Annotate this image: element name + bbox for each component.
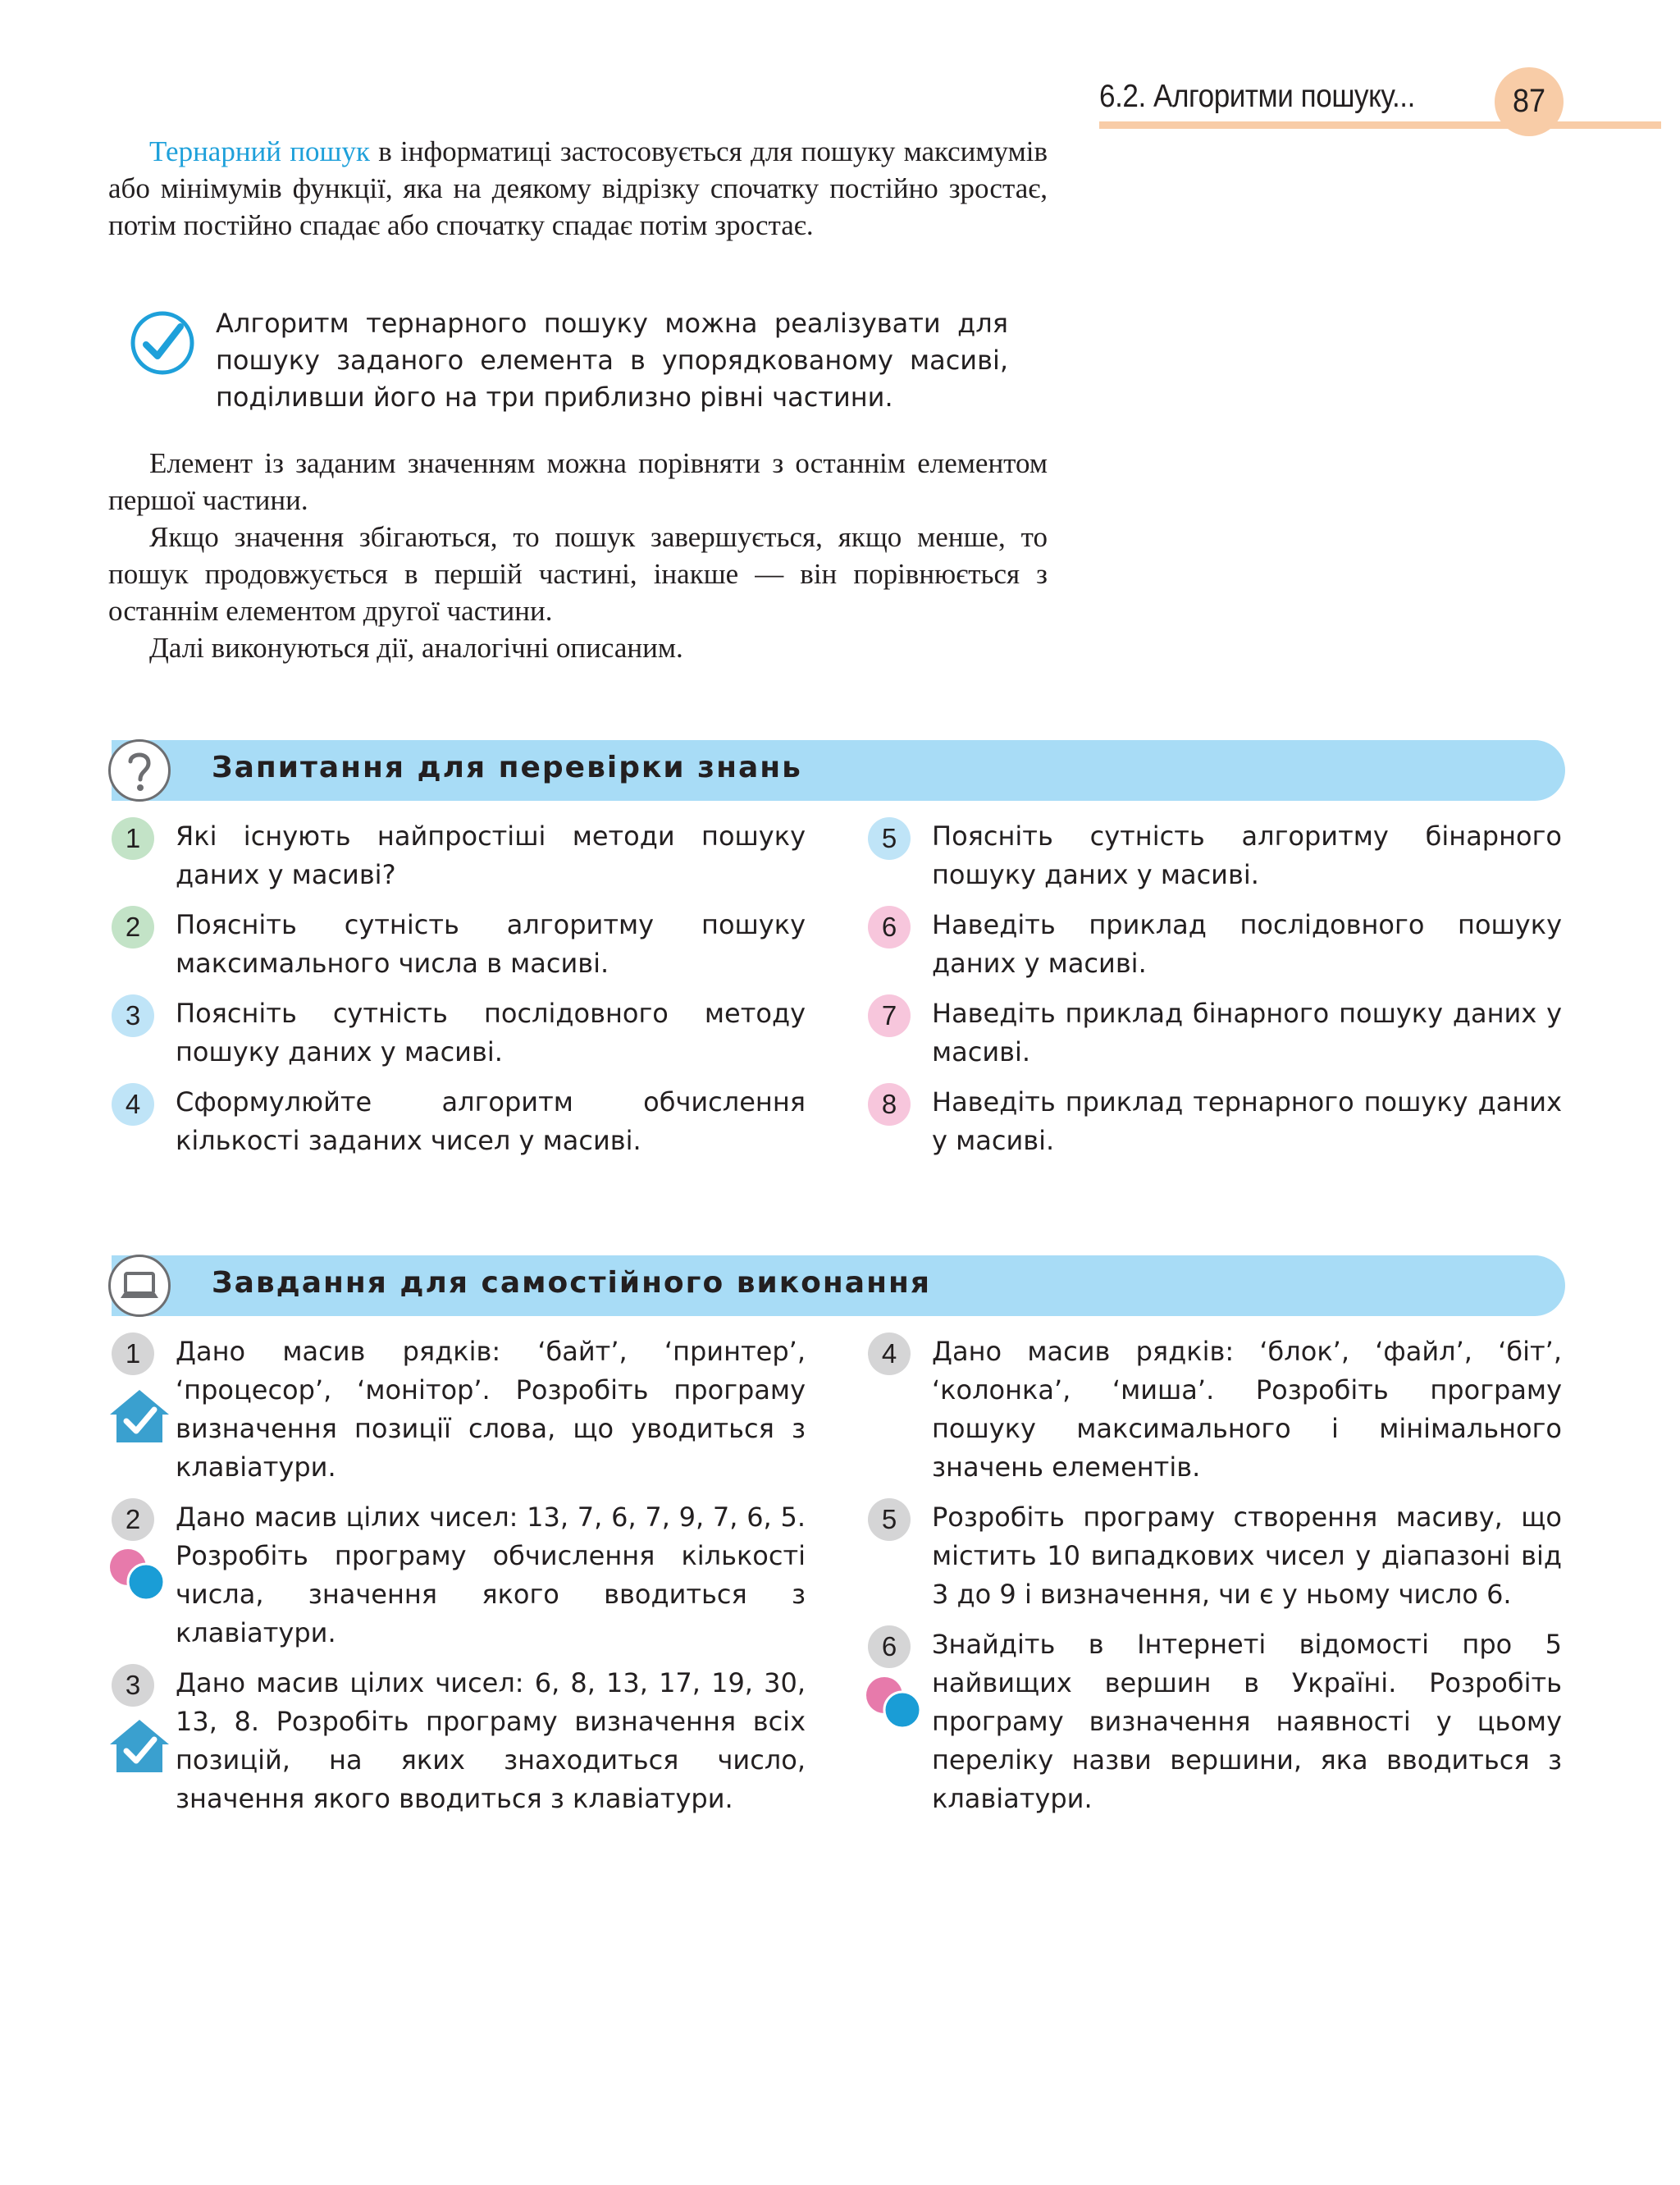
task-text: Дано масив рядків: ‘байт’, ‘принтер’, ‘процесор’, ‘монітор’. Розробіть програму визначення позиції слова, що уводиться з клавіатури. (176, 1336, 806, 1483)
header-rule (1099, 121, 1661, 129)
question-number-badge: 4 (112, 1083, 154, 1126)
question-text: Наведіть приклад послідовного пошуку даних у масиві. (932, 909, 1562, 979)
question-number-badge: 5 (868, 817, 911, 860)
tasks-section-title: Завдання для самостійного виконання (212, 1266, 931, 1300)
task-text: Дано масив цілих чисел: 6, 8, 13, 17, 19, 30, 13, 8. Розробіть програму визначення всіх позицій, на яких знаходиться число, значення якого вводиться з клавіатури. (176, 1667, 806, 1814)
question-number-badge: 6 (868, 906, 911, 949)
note-text: Алгоритм тернарного пошуку можна реалізувати для пошуку заданого елемента в упорядкованому масиві, поділивши його на три приблизно рівні частини. (216, 308, 1008, 413)
page-number: 87 (1512, 83, 1546, 119)
question-text: Поясніть сутність алгоритму бінарного пошуку даних у масиві. (932, 821, 1562, 890)
header-title: 6.2. Алгоритми пошуку... (1099, 79, 1415, 114)
task-number-badge: 6 (868, 1625, 911, 1668)
question-text: Поясніть сутність алгоритму пошуку максимального числа в масиві. (176, 909, 806, 979)
two-circles-icon (107, 1546, 169, 1608)
body-paragraph-3: Далі виконуються дії, аналогічні описаним. (149, 632, 683, 664)
question-number-badge: 2 (112, 906, 154, 949)
question-mark-icon (108, 739, 171, 802)
task-number-badge: 4 (868, 1332, 911, 1375)
task-text: Дано масив рядків: ‘блок’, ‘файл’, ‘біт’, ‘колонка’, ‘миша’. Розробіть програму пошуку максимального і мінімального значень елементів. (932, 1336, 1562, 1483)
task-text: Знайдіть в Інтернеті відомості про 5 найвищих вершин в Україні. Розробіть програму визначення наявності у цьому переліку назви вершини, яка вводиться з клавіатури. (932, 1629, 1562, 1814)
questions-section-title: Запитання для перевірки знань (212, 751, 802, 784)
home-check-icon (108, 1387, 171, 1449)
two-circles-icon (863, 1674, 925, 1736)
intro-paragraph (108, 133, 1048, 244)
term-ternary-search: Тернарний пошук (149, 135, 370, 167)
question-number-badge: 8 (868, 1083, 911, 1126)
task-text: Дано масив цілих чисел: 13, 7, 6, 7, 9, 7, 6, 5. Розробіть програму обчислення кількості числа, значення якого вводиться з клавіатури. (176, 1502, 806, 1648)
question-number-badge: 1 (112, 817, 154, 860)
task-number-badge: 1 (112, 1332, 154, 1375)
task-number-badge: 3 (112, 1664, 154, 1707)
question-text: Наведіть приклад тернарного пошуку даних у масиві. (932, 1086, 1562, 1156)
question-text: Які існують найпростіші методи пошуку даних у масиві? (176, 821, 806, 890)
question-text: Поясніть сутність послідовного методу пошуку даних у масиві. (176, 998, 806, 1067)
question-text: Сформулюйте алгоритм обчислення кількості заданих чисел у масиві. (176, 1086, 806, 1156)
intro-text: в інформатиці застосовується для пошуку максимумів або мінімумів функції, яка на деякому відрізку спочатку постійно зростає, потім постійно спадає або спочатку спадає потім зростає. (108, 135, 1048, 241)
question-number-badge: 7 (868, 994, 911, 1037)
body-paragraph-1: Елемент із заданим значенням можна порівняти з останнім елементом першої частини. (108, 447, 1048, 516)
body-paragraph-2: Якщо значення збігаються, то пошук завершується, якщо менше, то пошук продовжується в першій частині, інакше — він порівнюється з останнім елементом другої частини. (108, 521, 1048, 627)
question-number-badge: 3 (112, 994, 154, 1037)
task-number-badge: 2 (112, 1498, 154, 1541)
task-text: Розробіть програму створення масиву, що містить 10 випадкових чисел у діапазоні від 3 до 9 і визначення, чи є у ньому число 6. (932, 1502, 1562, 1610)
home-check-icon (108, 1716, 171, 1779)
laptop-icon (108, 1255, 171, 1317)
check-circle-icon (130, 310, 195, 376)
question-text: Наведіть приклад бінарного пошуку даних у масиві. (932, 998, 1562, 1067)
task-number-badge: 5 (868, 1498, 911, 1541)
running-header (1099, 69, 1673, 135)
